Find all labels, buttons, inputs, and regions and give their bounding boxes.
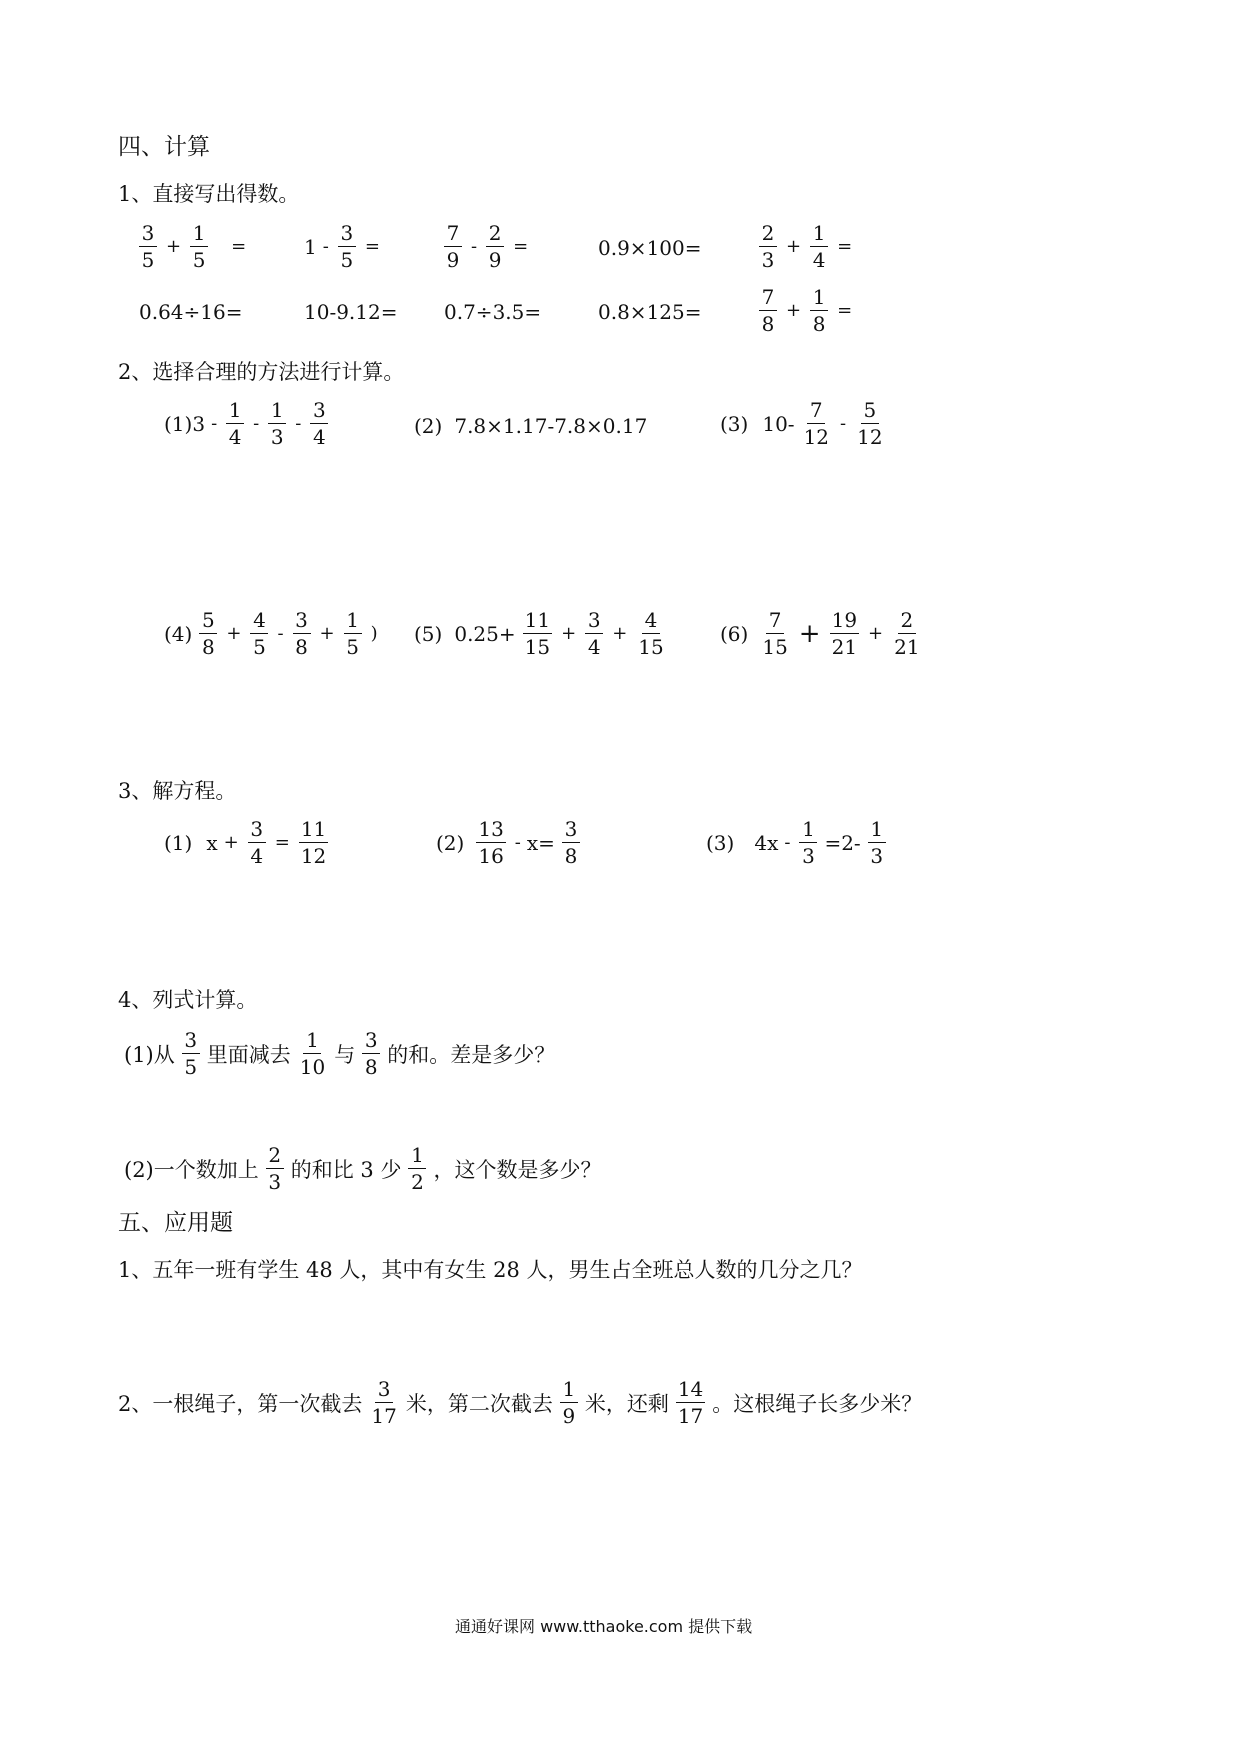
q1-row2-expr4: 0.8×125= [598, 300, 702, 324]
fraction: $\frac{4}{5}$ [250, 610, 268, 657]
fraction: $\frac{1}{5}$ [190, 223, 208, 270]
q2-prompt: 2、选择合理的方法进行计算。 [118, 360, 405, 384]
fraction: $\frac{1}{3}$ [868, 819, 886, 866]
fraction: $\frac{5}{12}$ [857, 398, 883, 449]
fraction: $\frac{2}{21}$ [894, 608, 920, 659]
fraction: $\frac{3}{5}$ [338, 223, 356, 270]
fraction: $\frac{11}{12}$ [300, 817, 327, 868]
fraction: $\frac{3}{4}$ [310, 400, 328, 447]
q2-problem-4: (4) $\frac{5}{8}$ + $\frac{4}{5}$ - $\frac{3}{8}$ + $\frac{1}{5}$ ) [164, 608, 378, 659]
fraction: $\frac{1}{5}$ [344, 610, 362, 657]
fraction: $\frac{2}{3}$ [266, 1145, 284, 1192]
fraction: $\frac{3}{8}$ [293, 610, 311, 657]
fraction: $\frac{7}{9}$ [444, 223, 462, 270]
q1-row1-expr4: 0.9×100= [598, 236, 702, 260]
fraction: $\frac{19}{21}$ [831, 608, 858, 659]
q1-row2-expr5: $\frac{7}{8}$ + $\frac{1}{8}$ = [756, 287, 854, 334]
q3-equation-2: (2) $\frac{13}{16}$ - x= $\frac{3}{8}$ [436, 819, 583, 866]
fraction: $\frac{1}{4}$ [226, 400, 244, 447]
q1-row2-expr3: 0.7÷3.5= [444, 300, 542, 324]
fraction: $\frac{2}{9}$ [486, 223, 504, 270]
fraction: $\frac{3}{4}$ [585, 610, 603, 657]
q1-row1-expr5: $\frac{2}{3}$ + $\frac{1}{4}$ = [756, 223, 854, 270]
q1-row2-expr1: 0.64÷16= [139, 300, 243, 324]
fraction: $\frac{1}{3}$ [268, 400, 286, 447]
application-question-2: 2、一根绳子，第一次截去 $\frac{3}{17}$ 米，第二次截去 $\frac{1}{9}$ 米，还剩 $\frac{14}{17}$ 。这根绳子长多少米？ [118, 1377, 923, 1428]
q2-problem-5: (5) 0.25+ $\frac{11}{15}$ + $\frac{3}{4}$ + $\frac{4}{15}$ [414, 608, 664, 659]
fraction: $\frac{7}{15}$ [762, 608, 788, 659]
fraction: $\frac{11}{15}$ [524, 608, 551, 659]
fraction: $\frac{1}{2}$ [408, 1145, 426, 1192]
q3-prompt: 3、解方程。 [118, 779, 237, 803]
fraction: $\frac{3}{8}$ [562, 819, 580, 866]
q4-prompt: 4、列式计算。 [118, 988, 258, 1012]
fraction: $\frac{1}{8}$ [810, 287, 828, 334]
fraction: $\frac{14}{17}$ [677, 1377, 704, 1428]
q2-problem-2: (2) 7.8×1.17-7.8×0.17 [414, 414, 648, 438]
fraction: $\frac{1}{4}$ [810, 223, 828, 270]
q4-subquestion-2: (2)一个数加上 $\frac{2}{3}$ 的和比 3 少 $\frac{1}{2}$ ，这个数是多少？ [124, 1143, 602, 1194]
fraction: $\frac{7}{12}$ [803, 398, 830, 449]
fraction: $\frac{5}{8}$ [199, 610, 217, 657]
fraction: $\frac{1}{9}$ [560, 1379, 578, 1426]
application-question-1: 1、五年一班有学生 48 人，其中有女生 28 人，男生占全班总人数的几分之几？ [118, 1258, 863, 1282]
q4-subquestion-1: (1)从 $\frac{3}{5}$ 里面减去 $\frac{1}{10}$ 与 $\frac{3}{8}$ 的和。差是多少？ [124, 1028, 556, 1079]
fraction: $\frac{3}{17}$ [371, 1377, 397, 1428]
fraction: $\frac{2}{3}$ [759, 223, 777, 270]
q3-equation-1: (1) x + $\frac{3}{4}$ = $\frac{11}{12}$ [164, 817, 327, 868]
q1-prompt: 1、直接写出得数。 [118, 182, 300, 206]
q2-problem-3: (3) 10- $\frac{7}{12}$ - $\frac{5}{12}$ [720, 398, 883, 449]
q2-problem-6: (6) $\frac{7}{15}$ + $\frac{19}{21}$ + $\frac{2}{21}$ [720, 608, 920, 659]
fraction: $\frac{13}{16}$ [478, 817, 504, 868]
q1-row1-expr2: 1 - $\frac{3}{5}$ = [304, 221, 380, 272]
fraction: $\frac{1}{10}$ [299, 1028, 326, 1079]
q1-row2-expr2: 10-9.12= [304, 300, 398, 324]
fraction: $\frac{4}{15}$ [638, 608, 664, 659]
section-5-title: 五、应用题 [118, 1210, 233, 1236]
fraction: $\frac{3}{8}$ [362, 1030, 380, 1077]
fraction: $\frac{1}{3}$ [799, 819, 817, 866]
fraction: $\frac{3}{5}$ [182, 1030, 200, 1077]
fraction: $\frac{7}{8}$ [759, 287, 777, 334]
q2-problem-1: (1)3 - $\frac{1}{4}$ - $\frac{1}{3}$ - $\frac{3}{4}$ [164, 400, 331, 447]
q1-row1-expr3: $\frac{7}{9}$ - $\frac{2}{9}$ = [441, 223, 530, 270]
q1-row1-expr1: $\frac{3}{5}$ + $\frac{1}{5}$ = [136, 223, 248, 270]
section-4-title: 四、计算 [118, 134, 210, 160]
page-footer: 通通好课网 www.tthaoke.com 提供下载 [455, 1617, 753, 1636]
fraction: $\frac{3}{5}$ [139, 223, 157, 270]
q3-equation-3: (3) 4x - $\frac{1}{3}$ =2- $\frac{1}{3}$ [706, 819, 889, 866]
fraction: $\frac{3}{4}$ [248, 819, 266, 866]
